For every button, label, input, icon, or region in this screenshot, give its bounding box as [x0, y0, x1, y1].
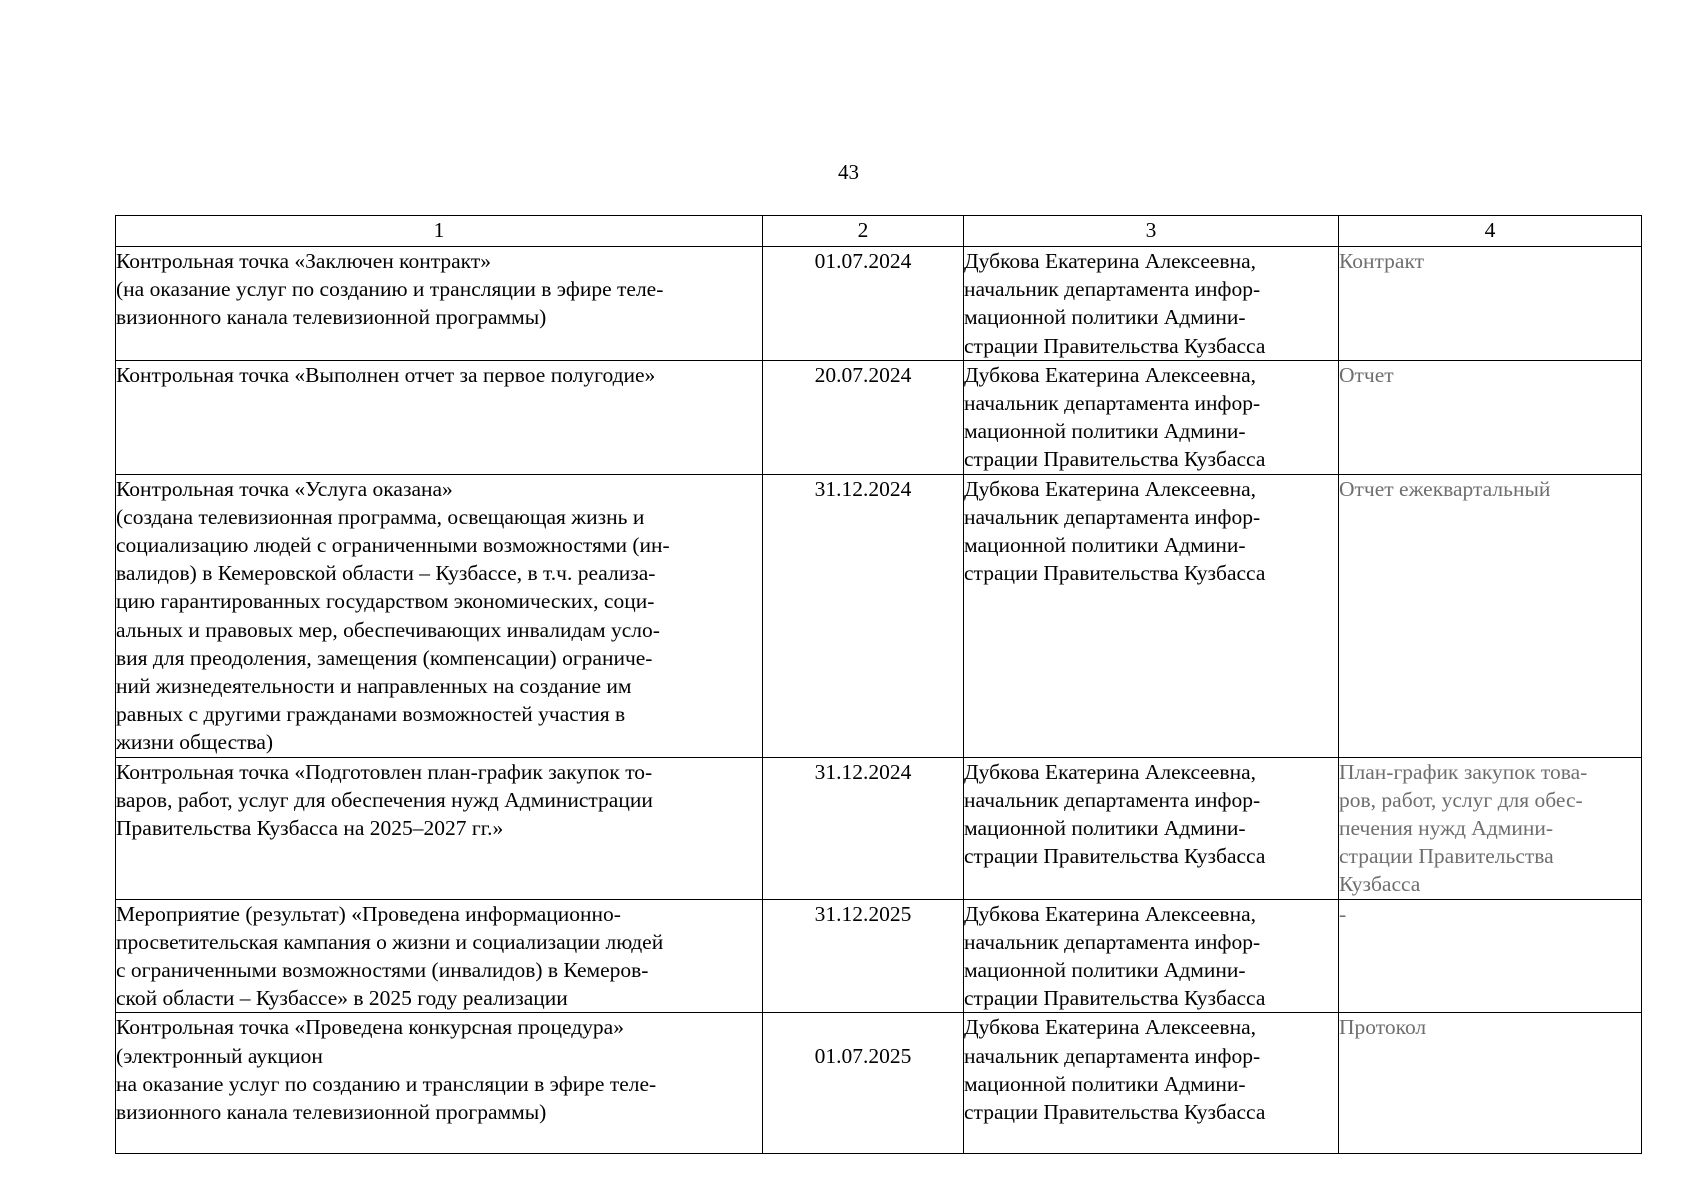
text-line: жизни общества) — [116, 730, 274, 755]
document-type-cell — [1339, 757, 1642, 899]
text-line: (на оказание услуг по созданию и трансляции в эфире теле- — [116, 277, 664, 302]
text-line: варов, работ, услуг для обеспечения нужд Администрации — [116, 787, 653, 812]
text-line: мационной политики Админи- — [964, 305, 1246, 330]
text-line: начальник департамента инфор- — [964, 787, 1261, 812]
text-line: начальник департамента инфор- — [964, 277, 1261, 302]
responsible-cell — [964, 757, 1339, 899]
document-table — [115, 215, 1642, 1154]
text-line: Контрольная точка «Услуга оказана» — [116, 476, 453, 501]
document-type-cell — [1339, 899, 1642, 1013]
text-line: Дубкова Екатерина Алексеевна, — [964, 901, 1256, 926]
task-description-cell — [116, 899, 763, 1013]
text-line: Контракт — [1339, 249, 1425, 273]
text-line: Контрольная точка «Выполнен отчет за первое полугодие» — [116, 362, 656, 387]
document-type-cell — [1339, 360, 1642, 474]
text-line: Дубкова Екатерина Алексеевна, — [964, 249, 1256, 273]
text-line: Дубкова Екатерина Алексеевна, — [964, 362, 1256, 387]
column-header-1: 1 — [116, 216, 763, 247]
text-line: Отчет — [1339, 362, 1394, 387]
date-cell: 31.12.2025 — [763, 899, 964, 1013]
table-row — [116, 247, 1642, 361]
text-line: мационной политики Админи- — [964, 419, 1246, 444]
responsible-cell — [964, 1013, 1339, 1154]
text-line: печения нужд Админи- — [1339, 816, 1554, 841]
responsible-cell — [964, 474, 1339, 757]
date-cell: 20.07.2024 — [763, 360, 964, 474]
text-line: мационной политики Админи- — [964, 533, 1246, 558]
text-line: с ограниченными возможностями (инвалидов) в Кемеров- — [116, 958, 649, 983]
text-line: Дубкова Екатерина Алексеевна, — [964, 476, 1256, 501]
text-line: страции Правительства Кузбасса — [964, 986, 1266, 1011]
text-line: вия для преодоления, замещения (компенсации) ограниче- — [116, 645, 653, 670]
table-header-row — [116, 216, 1642, 247]
table-row — [116, 474, 1642, 757]
responsible-cell — [964, 247, 1339, 361]
column-header-4: 4 — [1339, 216, 1642, 247]
text-line: ний жизнедеятельности и направленных на создание им — [116, 674, 632, 699]
text-line: Правительства Кузбасса на 2025–2027 гг.» — [116, 816, 504, 841]
text-line: начальник департамента инфор- — [964, 929, 1261, 954]
text-line: мационной политики Админи- — [964, 1071, 1246, 1096]
text-line: визионного канала телевизионной программы) — [116, 1100, 547, 1125]
table-row — [116, 757, 1642, 899]
text-line: валидов) в Кемеровской области – Кузбассе, в т.ч. реализа- — [116, 561, 656, 586]
text-line: Контрольная точка «Подготовлен план-график закупок то- — [116, 759, 653, 784]
task-description-cell — [116, 474, 763, 757]
text-line: визионного канала телевизионной программы) — [116, 305, 547, 330]
responsible-cell — [964, 899, 1339, 1013]
text-line: Кузбасса — [1339, 872, 1421, 897]
date-cell: 31.12.2024 — [763, 474, 964, 757]
text-line: (создана телевизионная программа, освещающая жизнь и — [116, 504, 645, 529]
text-line: начальник департамента инфор- — [964, 391, 1261, 416]
text-line: страции Правительства Кузбасса — [964, 1100, 1266, 1125]
text-line: Дубкова Екатерина Алексеевна, — [964, 759, 1256, 784]
text-line: начальник департамента инфор- — [964, 1043, 1261, 1068]
document-type-cell — [1339, 247, 1642, 361]
text-line: страции Правительства Кузбасса — [964, 844, 1266, 869]
text-line: социализацию людей с ограниченными возможностями (ин- — [116, 533, 670, 558]
table-row — [116, 1013, 1642, 1154]
page-number: 43 — [838, 160, 859, 184]
table-row — [116, 360, 1642, 474]
text-line: начальник департамента инфор- — [964, 504, 1261, 529]
text-line: Мероприятие (результат) «Проведена информационно- — [116, 901, 621, 926]
date-value: 01.07.2025 — [814, 1043, 912, 1068]
task-description-cell — [116, 1013, 763, 1154]
text-line: страции Правительства — [1339, 844, 1554, 869]
text-line: (электронный аукцион — [116, 1043, 323, 1068]
document-type-cell — [1339, 474, 1642, 757]
text-line: Отчет ежеквартальный — [1339, 476, 1551, 501]
text-line: равных с другими гражданами возможностей участия в — [116, 702, 626, 727]
text-line: Дубкова Екатерина Алексеевна, — [964, 1015, 1256, 1040]
responsible-cell — [964, 360, 1339, 474]
text-line: ской области – Кузбассе» в 2025 году реализации — [116, 986, 568, 1011]
text-line: на оказание услуг по созданию и трансляции в эфире теле- — [116, 1071, 657, 1096]
text-line: просветительская кампания о жизни и социализации людей — [116, 929, 664, 954]
text-line: мационной политики Админи- — [964, 816, 1246, 841]
date-cell — [763, 1013, 964, 1154]
document-type-cell — [1339, 1013, 1642, 1154]
task-description-cell — [116, 360, 763, 474]
date-cell: 01.07.2024 — [763, 247, 964, 361]
table-row — [116, 899, 1642, 1013]
column-header-2: 2 — [763, 216, 964, 247]
text-line: Контрольная точка «Проведена конкурсная процедура» — [116, 1015, 624, 1040]
task-description-cell — [116, 757, 763, 899]
text-line: План-график закупок това- — [1339, 759, 1588, 784]
text-line: - — [1339, 901, 1347, 926]
task-description-cell — [116, 247, 763, 361]
date-cell: 31.12.2024 — [763, 757, 964, 899]
text-line: страции Правительства Кузбасса — [964, 561, 1266, 586]
text-line: страции Правительства Кузбасса — [964, 447, 1266, 472]
text-line: альных и правовых мер, обеспечивающих инвалидам усло- — [116, 617, 660, 642]
text-line: мационной политики Админи- — [964, 958, 1246, 983]
text-line: Протокол — [1339, 1015, 1427, 1040]
text-line: страции Правительства Кузбасса — [964, 333, 1266, 358]
text-line: Контрольная точка «Заключен контракт» — [116, 249, 491, 273]
column-header-3: 3 — [964, 216, 1339, 247]
text-line: ров, работ, услуг для обес- — [1339, 787, 1583, 812]
text-line: цию гарантированных государством экономических, соци- — [116, 589, 655, 614]
